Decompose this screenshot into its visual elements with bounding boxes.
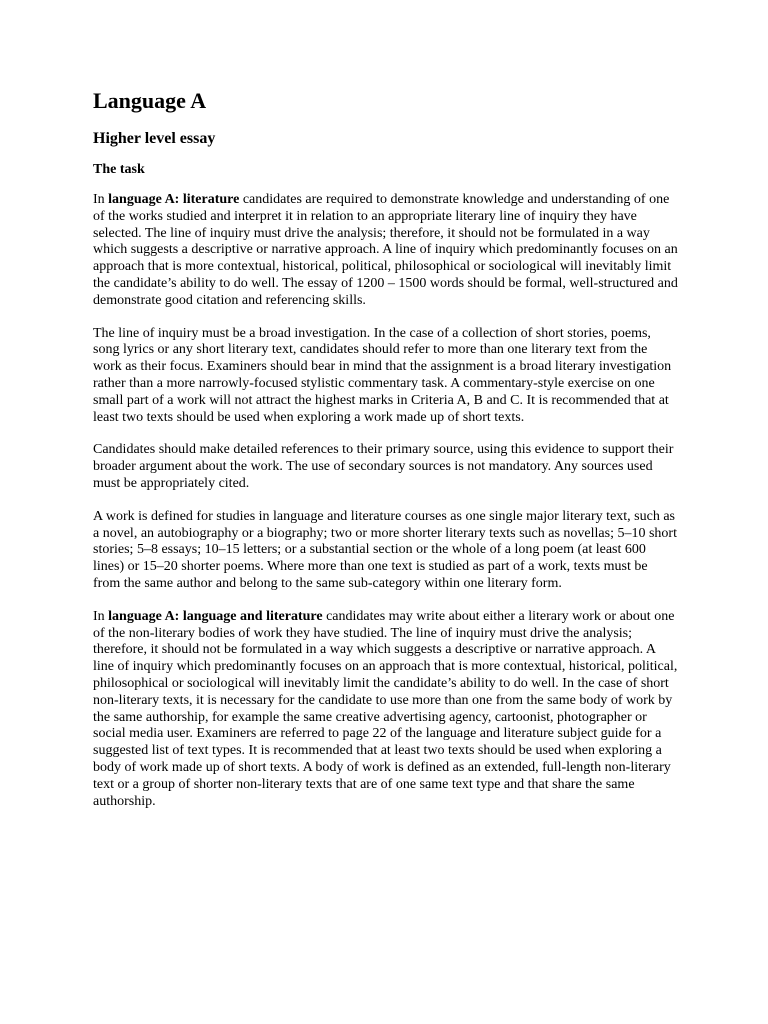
- paragraph-language-and-literature: [93, 609, 678, 811]
- paragraph-line-of-inquiry: The line of inquiry must be a broad investigation. In the case of a collection of short stories, poems, song lyrics or any short literary text, candidates should refer to more than one literary text from the work as their focus. Examiners should bear in mind that the assignment is a broad literary investigation rather than a more narrowly-focused stylistic commentary task. A commentary-style exercise on one small part of a work will not attract the highest marks in Criteria A, B and C. It is recommended that at least two texts should be used when exploring a work made up of short texts.: [93, 325, 672, 425]
- paragraph-intro: In: [93, 192, 109, 207]
- course-name-literature: language A: literature: [108, 192, 240, 207]
- paragraph-text: candidates may write about either a literary work or about one of the non-literary bodies of work they have studied. The line of inquiry must drive the analysis; therefore, it should not be formulated in a way which suggests a descriptive or narrative approach. A line of inquiry which predominantly focuses on an approach that is more contextual, historical, political, philosophical or sociological will inevitably limit the candidate’s ability to do well. In the case of short non-literary texts, it is necessary for the candidate to use more than one from the same body of work by the same authorship, for example the same creative advertising agency, cartoonist, photographer or social media user. Examiners are referred to page 22 of the language and literature subject guide for a suggested list of text types. It is recommended that at least two texts should be used when exploring a body of work made up of short texts. A body of work is defined as an extended, full-length non-literary text or a group of shorter non-literary texts that are of one same text type and that share the same authorship.: [93, 608, 678, 809]
- paragraph-literature: [93, 192, 678, 310]
- course-name-language-and-literature: language A: language and literature: [108, 608, 323, 624]
- paragraph-text: candidates are required to demonstrate knowledge and understanding of one of the works studied and interpret it in relation to an appropriate literary line of inquiry they have selected. The line of inquiry must drive the analysis; therefore, it should not be formulated in a way which suggests a descriptive or narrative approach. A line of inquiry which predominantly focuses on an approach that is more contextual, historical, political, philosophical or sociological will inevitably limit the candidate’s ability to do well. The essay of 1200 – 1500 words should be formal, well-structured and demonstrate good citation and referencing skills.: [93, 192, 678, 308]
- paragraph-work-definition: A work is defined for studies in language and literature courses as one single major literary text, such as a novel, an autobiography or a biography; two or more shorter literary texts such as novellas; 5–10 short stories; 5–8 essays; 10–15 letters; or a substantial section or the whole of a long poem (at least 600 lines) or 15–20 shorter poems. Where more than one text is studied as part of a work, texts must be from the same author and belong to the same sub-category within one literary form.: [93, 508, 677, 591]
- page-title: Language A: [93, 88, 207, 113]
- section-heading: The task: [93, 162, 145, 177]
- page-subtitle: Higher level essay: [93, 130, 216, 147]
- paragraph-references: Candidates should make detailed references to their primary source, using this evidence to support their broader argument about the work. The use of secondary sources is not mandatory. Any sources used must be appropriately cited.: [93, 442, 674, 491]
- paragraph-intro: In: [93, 608, 109, 624]
